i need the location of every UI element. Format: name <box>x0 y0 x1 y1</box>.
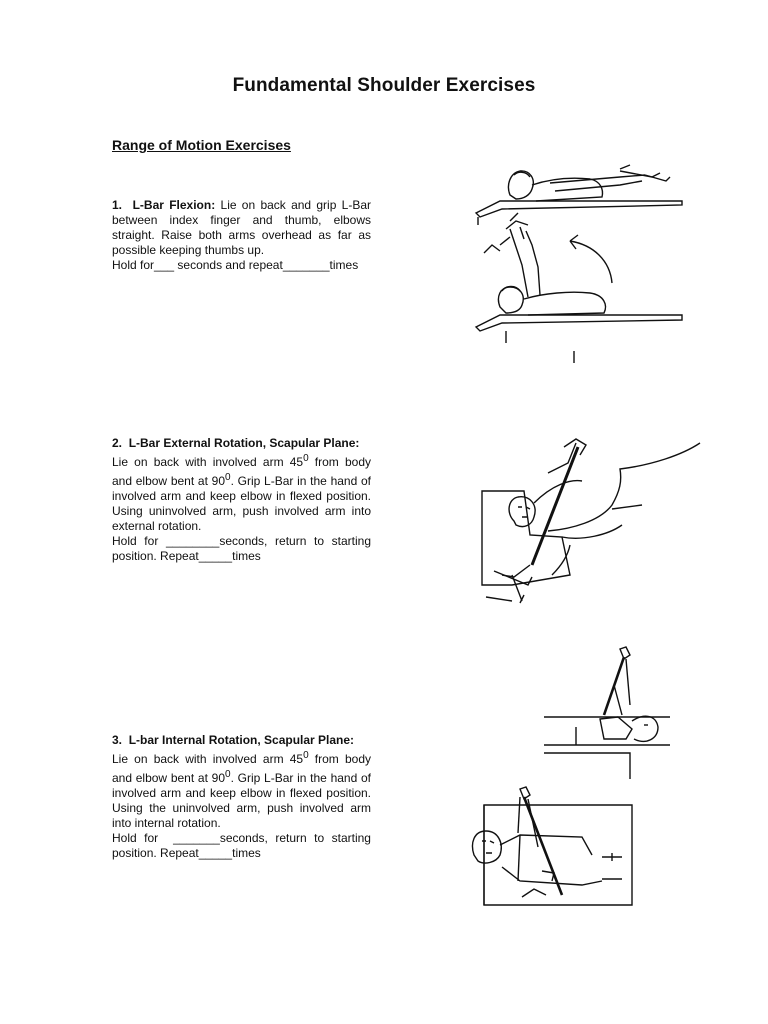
flexion-illustration <box>470 155 692 363</box>
exercise-2-heading: 2. L-Bar External Rotation, Scapular Plane: <box>112 436 360 450</box>
exercise-1-heading: 1. L-Bar Flexion: <box>112 198 216 212</box>
exercise-3 <box>112 733 371 861</box>
page-title: Fundamental Shoulder Exercises <box>232 75 536 96</box>
internal-rotation-side-illustration <box>540 645 670 780</box>
exercise-2-description: Lie on back with involved arm $45^0$ from body and elbow bent at $90^0$. Grip L-Bar in the hand of involved arm and keep elbow in flexed position. Using uninvolved arm, push involved arm into external rotation. <box>112 453 372 533</box>
exercise-1-hold-line: Hold for___ seconds and repeat_______times <box>112 258 359 272</box>
exercise-1 <box>112 198 371 273</box>
external-rotation-illustration <box>452 425 707 615</box>
exercise-3-heading: 3. L-bar Internal Rotation, Scapular Plane: <box>112 733 355 747</box>
exercise-2 <box>112 436 371 564</box>
internal-rotation-top-illustration <box>462 785 692 920</box>
exercise-1-description: Lie on back and grip L-Bar between index finger and thumb, elbows straight. Raise both arms overhead as far as possible keeping thumbs up. <box>112 198 372 257</box>
exercise-2-hold-line: Hold for ________seconds, return to starting position. Repeat_____times <box>112 534 371 563</box>
exercise-3-hold-line: Hold for _______seconds, return to starting position. Repeat_____times <box>112 831 371 860</box>
exercise-3-description: Lie on back with involved arm $45^0$ from body and elbow bent at $90^0$. Grip L-Bar in the hand of involved arm and keep elbow in flexed position. Using the uninvolved arm, push involved arm into internal rotation. <box>112 750 372 830</box>
section-title: Range of Motion Exercises <box>112 137 291 153</box>
